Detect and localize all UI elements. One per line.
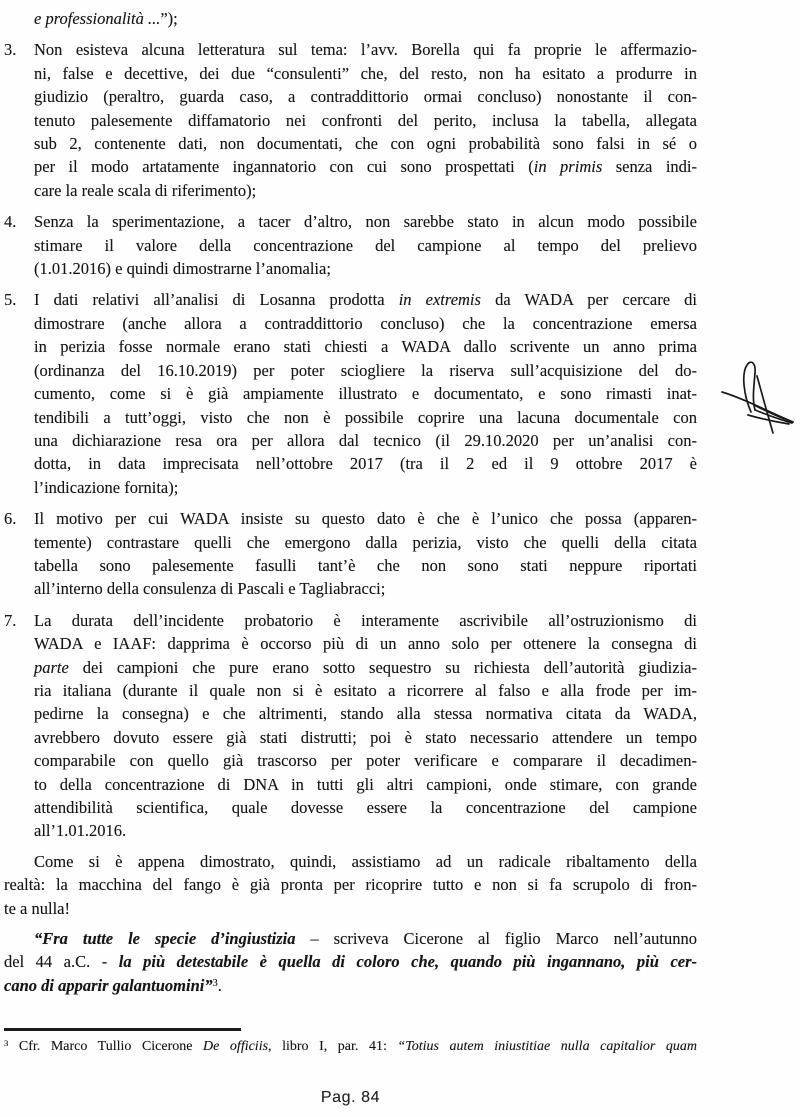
closing-paragraphs [4,850,697,1000]
text-segment: “Fra tutte le specie d’ingiustizia [34,929,296,949]
text-segment: . [217,975,222,995]
text-segment: sub 2, contenente dati, non documentati, che con ogni probabilità sono falsi in sé o [34,134,697,154]
text-segment: ni, false e decettive, dei due “consulenti” che, del resto, non ha esitato a produrre in [34,63,697,83]
text-segment: realtà: la macchina del fango è già pronta per ricoprire tutto e non si fa scrupolo di fron- [4,875,697,895]
text-segment: La durata dell’incidente probatorio è interamente ascrivibile all’ostruzionismo di [34,610,697,630]
list-item-number: 3. [4,40,17,60]
list-item-5 [4,288,697,499]
text-segment: da WADA per cercare di [480,290,697,310]
text-line [34,85,697,108]
text-line [34,312,697,335]
text-segment: , libro I, par. 41: [268,1038,398,1054]
list-item-7 [4,609,697,843]
text-line [34,656,697,679]
text-segment: – scriveva Cicerone al figlio Marco nell’autunno [295,929,697,949]
text-segment: per il modo artatamente ingannatorio con cui sono prospettati ( [34,157,534,177]
text-line [34,796,697,819]
text-segment: Il motivo per cui WADA insiste su questo dato è che è l’unico che possa (apparen- [34,509,697,529]
text-segment: (ordinanza del 16.10.2019) per poter sciogliere la riserva sull’acquisizione del do- [34,360,697,380]
text-segment: attendibilità scientifica, quale dovesse essere la concentrazione del campione [34,798,697,817]
document-content [4,7,697,1057]
list-item-4 [4,210,697,280]
text-line [34,609,697,632]
text-segment: Come si è appena dimostrato, quindi, assistiamo ad un radicale ribaltamento della [34,851,697,871]
text-segment: te a nulla! [4,898,70,918]
text-segment: una dichiarazione resa ora per allora dal tecnico (il 29.10.2020 per un’analisi con- [34,430,697,450]
text-line [34,38,697,61]
text-segment: Cfr. Marco Tullio Cicerone [8,1038,204,1054]
text-line [34,554,697,577]
text-line [4,974,697,1000]
text-segment: cumento, come si è già ampiamente illustrato e documentato, e sono rimasti inat- [34,384,697,404]
text-segment: all’1.01.2016. [34,821,127,841]
text-segment: cano di apparir galantuomini” [4,975,213,995]
text-segment: WADA e IAAF: dapprima è occorso più di un anno solo per ottenere la consegna di [34,634,697,654]
text-segment: ria italiana (durante il quale non si è esitato a ricorrere al falso e alla frode per im- [34,680,697,700]
text-line [34,257,697,280]
text-line [34,452,697,475]
text-line [34,577,697,600]
text-line [4,850,697,873]
text-segment: Non esisteva alcuna letteratura sul tema: l’avv. Borella qui fa proprie le affermazio- [34,40,697,60]
text-segment: tendibili a tutt’oggi, visto che non è possibile coprire una lacuna documentale con [34,407,697,427]
text-line [34,234,697,257]
footnote [4,1037,697,1057]
text-segment: (1.01.2016) e quindi dimostrarne l’anomalia; [34,259,331,279]
text-segment: I dati relativi all’analisi di Losanna prodotta [34,290,399,310]
text-segment: De officiis [203,1038,269,1054]
text-line [34,531,697,554]
text-line [34,679,697,702]
text-line [34,288,697,311]
text-line [4,950,697,973]
text-line [34,702,697,725]
text-line [34,632,697,655]
text-segment: e professionalità ... [34,9,161,28]
text-line [34,359,697,382]
paragraph [4,927,697,1000]
list-item-number: 5. [4,290,17,310]
text-line [4,873,697,896]
text-segment: all’interno della consulenza di Pascali e Tagliabracci; [34,579,386,599]
list-item-number: 6. [4,509,17,529]
list-item-6 [4,507,697,601]
text-segment: comparabile con quello già trascorso per poter verificare e comparare il decadimen- [34,751,697,771]
text-segment: in perizia fosse normale erano stati chiesti a WADA dallo scrivente un anno prima [34,337,697,357]
text-line [34,476,697,499]
text-segment: giudizio (peraltro, guarda caso, a contraddittorio ormai concluso) nonostante il con- [34,87,697,107]
text-line [34,155,697,178]
text-segment: pedirne la consegna) e che altrimenti, stando alla stessa normativa citata da WADA, [34,704,697,724]
text-line [34,749,697,772]
text-line [34,382,697,405]
text-line [34,406,697,429]
text-line [34,210,697,233]
text-line [34,62,697,85]
text-segment: dei campioni che pure erano sotto sequestro su richiesta dell’autorità giudizia- [68,657,697,677]
text-segment: care la reale scala di riferimento); [34,180,257,200]
text-line [34,773,697,796]
text-segment: 3 [4,1037,9,1048]
text-segment: temente) contrastare quelli che emergono dalla perizia, visto che quelli della citata [34,532,697,552]
numbered-list [4,38,697,842]
text-segment: la più detestabile è quella di coloro che, quando più ingannano, più cer- [118,952,698,972]
text-segment: avrebbero dovuto essere già stati distrutti; poi è stato necessario attendere un tempo [34,727,697,747]
text-line [34,7,697,30]
list-item-number: 4. [4,212,17,232]
continuation-text [4,7,697,30]
text-segment: tenuto palesemente diffamatorio nei confronti del perito, inclusa la tabella, allegata [34,110,697,130]
footnote-separator [4,1028,241,1031]
text-segment: to della concentrazione di DNA in tutti gli altri campioni, onde stimare, con grande [34,774,697,794]
text-line [34,335,697,358]
text-line [34,726,697,749]
paragraph [4,850,697,920]
text-line [34,179,697,202]
text-segment: del 44 a.C. - [4,952,119,972]
text-line [4,897,697,920]
text-segment: Senza la sperimentazione, a tacer d’altro, non sarebbe stato in alcun modo possibile [34,212,697,232]
text-line [34,429,697,452]
text-segment: parte [34,657,69,677]
list-item-number: 7. [4,610,17,630]
text-segment: dotta, in data imprecisata nell’ottobre 2017 (tra il 2 ed il 9 ottobre 2017 è [34,454,697,474]
text-line [34,132,697,155]
text-segment: senza indi- [602,157,698,177]
text-segment: stimare il valore della concentrazione del campione al tempo del prelievo [34,235,697,255]
text-segment: in extremis [398,290,481,310]
text-segment: in primis [533,157,603,177]
text-segment: ”); [160,9,178,28]
text-line [4,1037,697,1057]
text-segment: 3 [212,978,218,990]
text-segment: dimostrare (anche allora a contraddittorio concluso) che la concentrazione emersa [34,313,697,333]
pen-scribble-mark [710,336,800,448]
text-line [34,507,697,530]
text-segment: “Totius autem iniustitiae nulla capitalior quam [397,1038,698,1054]
text-segment: tabella sono palesemente fasulli tant’è che non sono stati neppure riportati [34,555,697,575]
text-line [34,109,697,132]
list-item-3 [4,38,697,202]
text-segment: l’indicazione fornita); [34,477,179,497]
text-line [34,819,697,842]
text-line [4,927,697,950]
page-number: Pag. 84 [320,1089,381,1106]
